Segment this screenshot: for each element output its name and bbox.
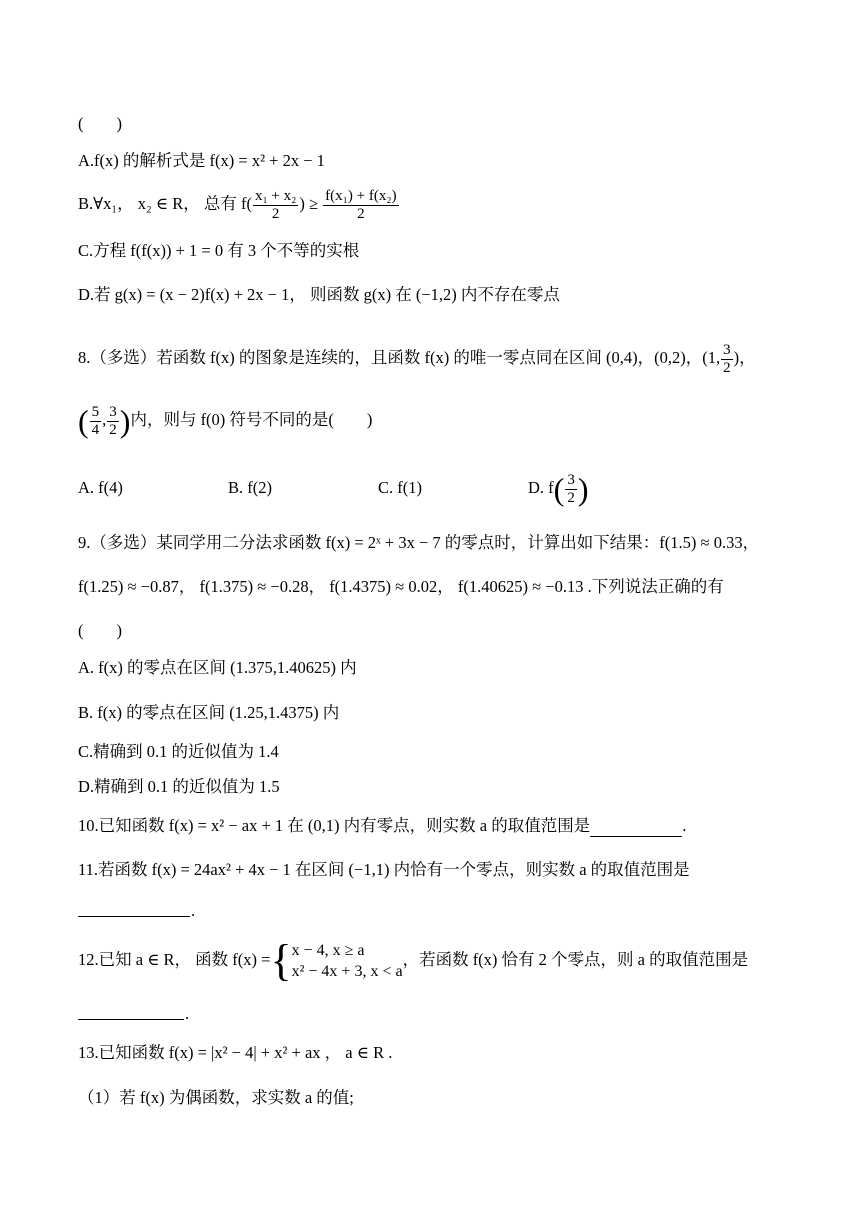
option-d-label: D. [78, 285, 95, 304]
q7-option-b [78, 187, 400, 223]
fraction: $\frac{5}{4}$ [91, 403, 100, 438]
q8-option-c: C. f(1) [378, 478, 422, 497]
option-b-label: B. [78, 194, 94, 213]
fraction: $\frac{3}{2}$ [109, 403, 117, 438]
answer-blank [78, 1019, 184, 1020]
piecewise-cases: x − 4, x ≥ a x² − 4x + 3, x < a [291, 942, 403, 981]
q9-answer-paren: ( ) [78, 621, 122, 640]
option-b-pre: ∀x₁， x₂ ∈ R， 总有 f( [93, 194, 252, 213]
answer-blank [590, 816, 682, 837]
option-d-text: 若 g(x) = (x − 2)f(x) + 2x − 1， 则函数 g(x) 在 (−1,2) 内不存在零点 [94, 285, 560, 304]
q8-option-d: D. f( $\frac{3}{2}$ ) [528, 471, 589, 508]
q8-options [78, 468, 778, 508]
q8-option-a: A. f(4) [78, 478, 123, 497]
q9-stem-line2: f(1.25) ≈ −0.87， f(1.375) ≈ −0.28， f(1.4375) ≈ 0.02， f(1.40625) ≈ −0.13 .下列说法正确的有 [78, 577, 724, 596]
q11: 11.若函数 f(x) = 24ax² + 4x − 1 在区间 (−1,1) 内恰有一个零点，则实数 a 的取值范围是 [78, 860, 690, 879]
q7-option-d [78, 285, 560, 305]
q12: 12.已知 a ∈ R， 函数 f(x) ={ x − 4, x ≥ a x² − 4x + 3, x < a ，若函数 f(x) 恰有 2 个零点，则 a 的取值范围是 [78, 936, 749, 986]
fraction: $\frac{3}{2}$ [567, 471, 575, 506]
q9-option-c: C.精确到 0.1 的近似值为 1.4 [78, 742, 279, 761]
option-a-text: f(x) 的解析式是 f(x) = x² + 2x − 1 [94, 151, 325, 170]
option-c-text: 方程 f(f(x)) + 1 = 0 有 3 个不等的实根 [93, 241, 360, 260]
q7-option-c [78, 241, 359, 261]
q9-option-d: D.精确到 0.1 的近似值为 1.5 [78, 777, 280, 796]
option-b-mid: ) ≥ [299, 194, 319, 213]
q8-stem-line1: 8.（多选）若函数 f(x) 的图象是连续的，且函数 f(x) 的唯一零点同在区间 (0,4)，(0,2)，(1, $\frac{3}{2}$ )， [78, 341, 756, 376]
option-a-label: A. [78, 151, 95, 170]
q9-option-b: B. f(x) 的零点在区间 (1.25,1.4375) 内 [78, 703, 340, 722]
q9-stem-line1: 9.（多选）某同学用二分法求函数 f(x) = 2ˣ + 3x − 7 的零点时，计算出如下结果：f(1.5) ≈ 0.33， [78, 533, 760, 552]
option-c-label: C. [78, 241, 94, 260]
q9-option-a: A. f(x) 的零点在区间 (1.375,1.40625) 内 [78, 658, 357, 677]
q8-stem-line2: ( $\frac{5}{4}$ , $\frac{3}{2}$ )内，则与 f(0) 符号不同的是( ) [78, 403, 373, 440]
q13-stem: 13.已知函数 f(x) = |x² − 4| + x² + ax ， a ∈ R . [78, 1043, 393, 1062]
q10: 10.已知函数 f(x) = x² − ax + 1 在 (0,1) 内有零点，则实数 a 的取值范围是 . [78, 816, 687, 835]
fraction: $\frac{\text{f(x₁) + f(x₂)}}{2}$ [325, 187, 397, 222]
q11-end: . [191, 901, 196, 920]
answer-blank [78, 916, 190, 917]
fraction: $\frac{\text{x₁ + x₂}}{2}$ [254, 187, 297, 222]
fraction: $\frac{3}{2}$ [723, 341, 731, 376]
q7-option-a [78, 151, 325, 171]
q12-end: . [185, 1004, 190, 1023]
q13-sub1: （1）若 f(x) 为偶函数，求实数 a 的值; [78, 1088, 354, 1107]
q8-option-b: B. f(2) [228, 478, 272, 497]
q7-answer-paren: ( ) [78, 114, 122, 133]
